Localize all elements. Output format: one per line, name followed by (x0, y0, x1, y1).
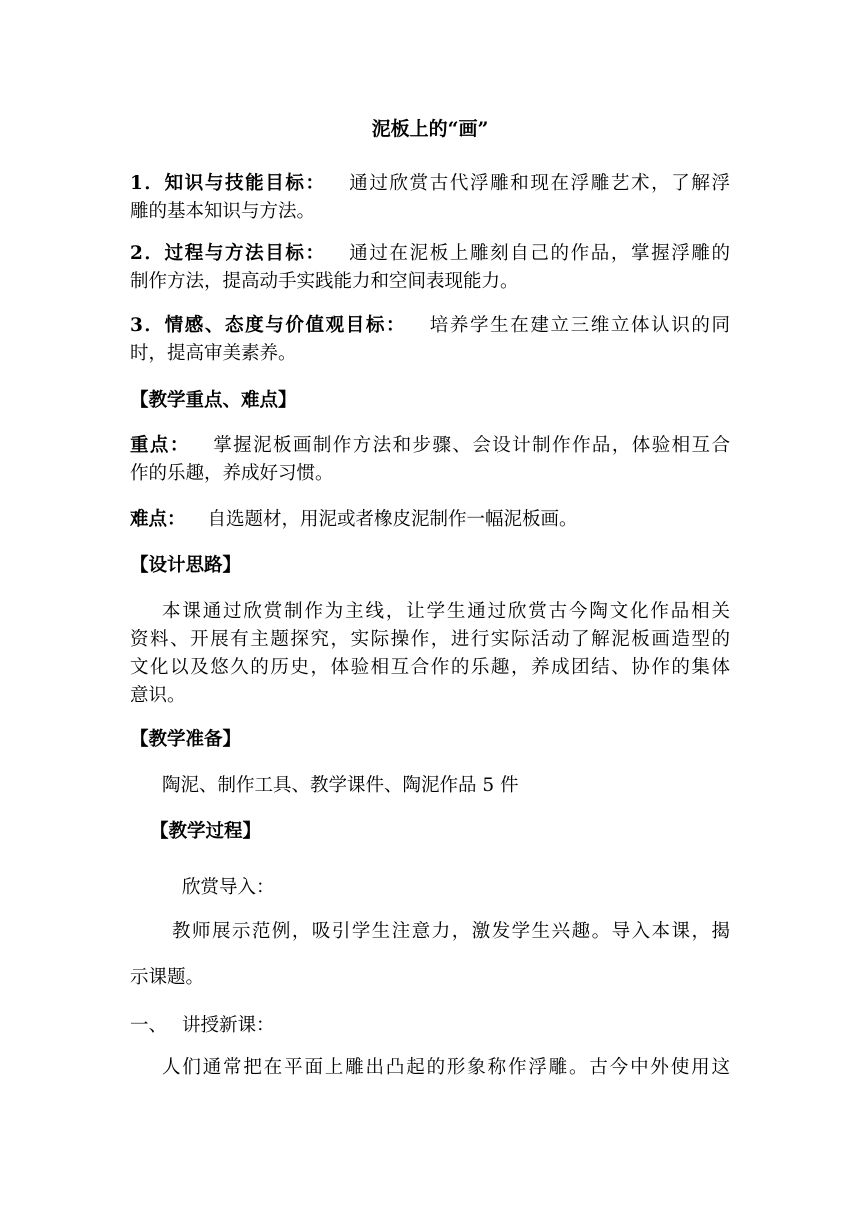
section-1-number: 一、 (130, 1015, 168, 1036)
section-1-heading (130, 1012, 275, 1040)
objective-2-label: 2．过程与方法目标： (130, 243, 326, 264)
heading-key-points: 【教学重点、难点】 (130, 390, 297, 411)
key-point-line-1 (130, 432, 730, 460)
preparation-text: 陶泥、制作工具、教学课件、陶泥作品 5 件 (162, 775, 519, 796)
design-line-3: 文化以及悠久的历史，体验相互合作的乐趣，养成团结、协作的集体 (130, 657, 730, 678)
objective-3-label: 3．情感、态度与价值观目标： (130, 315, 407, 336)
relief-line-1: 人们通常把在平面上雕出凸起的形象称作浮雕。古今中外使用这 (162, 1057, 730, 1078)
difficult-point-text: 自选题材，用泥或者橡皮泥制作一幅泥板画。 (207, 509, 578, 530)
difficult-point-line (130, 506, 578, 534)
intro-line-1: 教师展示范例，吸引学生注意力，激发学生兴趣。导入本课，揭 (172, 921, 730, 942)
appreciation-intro-label: 欣赏导入： (182, 877, 275, 898)
heading-design: 【设计思路】 (130, 555, 242, 576)
objective-3-line-2: 时，提高审美素养。 (130, 343, 297, 364)
heading-process: 【教学过程】 (150, 821, 262, 842)
objective-2-line-2: 制作方法，提高动手实践能力和空间表现能力。 (130, 271, 519, 292)
heading-preparation: 【教学准备】 (130, 729, 242, 750)
objective-3-text: 培养学生在建立三维立体认识的同 (428, 315, 730, 336)
key-point-label: 重点： (130, 435, 190, 456)
design-line-2: 资料、开展有主题探究，实际操作，进行实际活动了解泥板画造型的 (130, 629, 730, 650)
page-title: 泥板上的“画” (371, 118, 489, 140)
key-point-line-2: 作的乐趣，养成好习惯。 (130, 463, 334, 484)
objective-3-line-1 (130, 312, 730, 340)
intro-line-2: 示课题。 (130, 967, 205, 988)
objective-1-label: 1．知识与技能目标： (130, 173, 326, 194)
design-line-4: 意识。 (130, 685, 186, 706)
objective-2-text: 通过在泥板上雕刻自己的作品，掌握浮雕的 (347, 243, 730, 264)
objective-1-text: 通过欣赏古代浮雕和现在浮雕艺术，了解浮 (347, 173, 730, 194)
objective-1-line-2: 雕的基本知识与方法。 (130, 201, 316, 222)
design-line-1: 本课通过欣赏制作为主线，让学生通过欣赏古今陶文化作品相关 (162, 601, 730, 622)
objective-2-line-1 (130, 240, 730, 268)
section-1-title: 讲授新课： (182, 1015, 275, 1036)
difficult-point-label: 难点： (130, 509, 186, 530)
key-point-text: 掌握泥板画制作方法和步骤、会设计制作作品，体验相互合 (211, 435, 730, 456)
objective-1-line-1 (130, 170, 730, 198)
